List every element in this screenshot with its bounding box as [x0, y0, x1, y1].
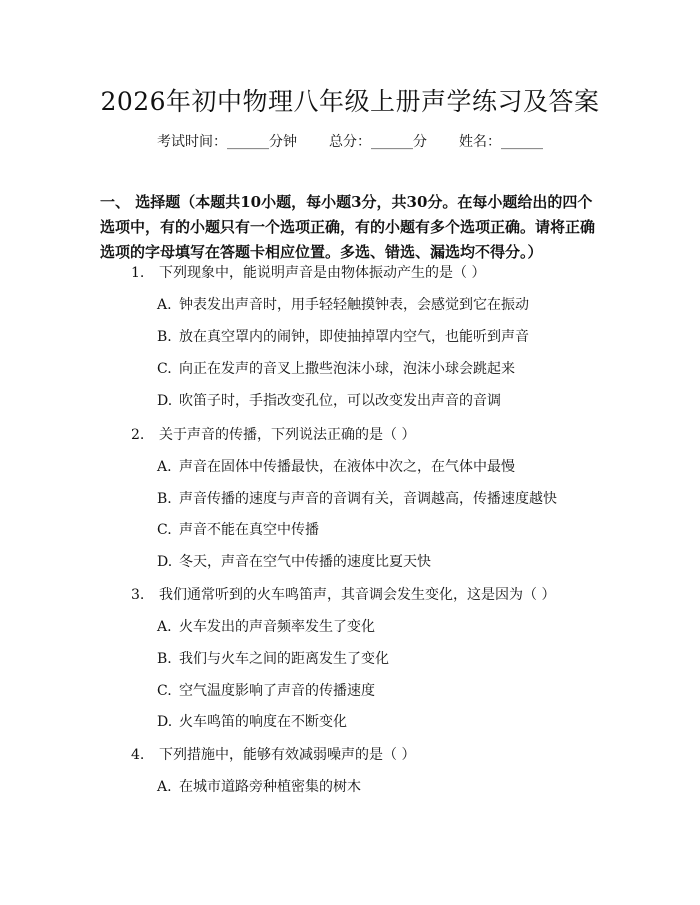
exam-score: 总分：______分: [329, 134, 427, 150]
option-letter: B.: [157, 651, 172, 667]
option-letter: D.: [157, 393, 173, 409]
question-text: 下列措施中，能够有效减弱噪声的是（ ）: [159, 747, 416, 763]
page-title: 2026年初中物理八年级上册声学练习及答案: [100, 87, 600, 116]
option-3d: [157, 711, 347, 731]
option-text: 火车发出的声音频率发生了变化: [179, 619, 375, 635]
option-text: 火车鸣笛的响度在不断变化: [179, 714, 347, 730]
option-3a: [157, 616, 375, 636]
option-text: 声音传播的速度与声音的音调有关，音调越高，传播速度越快: [179, 491, 557, 507]
question-text: 下列现象中，能说明声音是由物体振动产生的是（ ）: [159, 265, 486, 281]
option-text: 吹笛子时，手指改变孔位，可以改变发出声音的音调: [179, 393, 501, 409]
option-letter: A.: [157, 779, 172, 795]
option-letter: A.: [157, 297, 172, 313]
question-2: [131, 424, 415, 444]
question-3: [131, 584, 555, 604]
option-text: 向正在发声的音叉上撒些泡沫小球，泡沫小球会跳起来: [179, 361, 515, 377]
option-letter: B.: [157, 491, 172, 507]
option-text: 声音在固体中传播最快，在液体中次之，在气体中最慢: [179, 459, 515, 475]
question-text: 我们通常听到的火车鸣笛声，其音调会发生变化，这是因为（ ）: [159, 587, 556, 603]
exam-time: 考试时间：______分钟: [157, 134, 297, 150]
exam-info: [0, 131, 700, 151]
option-letter: D.: [157, 554, 173, 570]
option-text: 放在真空罩内的闹钟，即使抽掉罩内空气，也能听到声音: [179, 329, 529, 345]
option-4a: [157, 776, 361, 796]
question-number: 2.: [131, 427, 145, 443]
option-letter: C.: [157, 361, 172, 377]
question-number: 4.: [131, 747, 145, 763]
option-letter: B.: [157, 329, 172, 345]
option-2d: [157, 551, 431, 571]
option-text: 我们与火车之间的距离发生了变化: [179, 651, 389, 667]
option-letter: C.: [157, 522, 172, 538]
option-1c: [157, 358, 515, 378]
question-4: [131, 744, 415, 764]
option-letter: D.: [157, 714, 173, 730]
option-letter: C.: [157, 683, 172, 699]
question-number: 1.: [131, 265, 145, 281]
option-3b: [157, 648, 389, 668]
option-letter: A.: [157, 459, 172, 475]
question-1: [131, 262, 485, 282]
option-1d: [157, 390, 501, 410]
section-heading: 一、 选择题（本题共10小题，每小题3分，共30分。在每小题给出的四个选项中，有的小题只有一个选项正确，有的小题有多个选项正确。请将正确选项的字母填写在答题卡相应位置。多选、错选、漏选均不得分。）: [100, 193, 596, 261]
option-2c: [157, 519, 319, 539]
question-number: 3.: [131, 587, 145, 603]
option-1a: [157, 294, 529, 314]
option-text: 声音不能在真空中传播: [179, 522, 319, 538]
exam-name: 姓名：______: [459, 134, 543, 150]
option-3c: [157, 680, 375, 700]
option-2a: [157, 456, 515, 476]
option-text: 冬天，声音在空气中传播的速度比夏天快: [179, 554, 431, 570]
option-text: 空气温度影响了声音的传播速度: [179, 683, 375, 699]
option-letter: A.: [157, 619, 172, 635]
option-2b: [157, 488, 557, 508]
option-1b: [157, 326, 529, 346]
question-text: 关于声音的传播，下列说法正确的是（ ）: [159, 427, 416, 443]
option-text: 钟表发出声音时，用手轻轻触摸钟表，会感觉到它在振动: [179, 297, 529, 313]
option-text: 在城市道路旁种植密集的树木: [179, 779, 361, 795]
